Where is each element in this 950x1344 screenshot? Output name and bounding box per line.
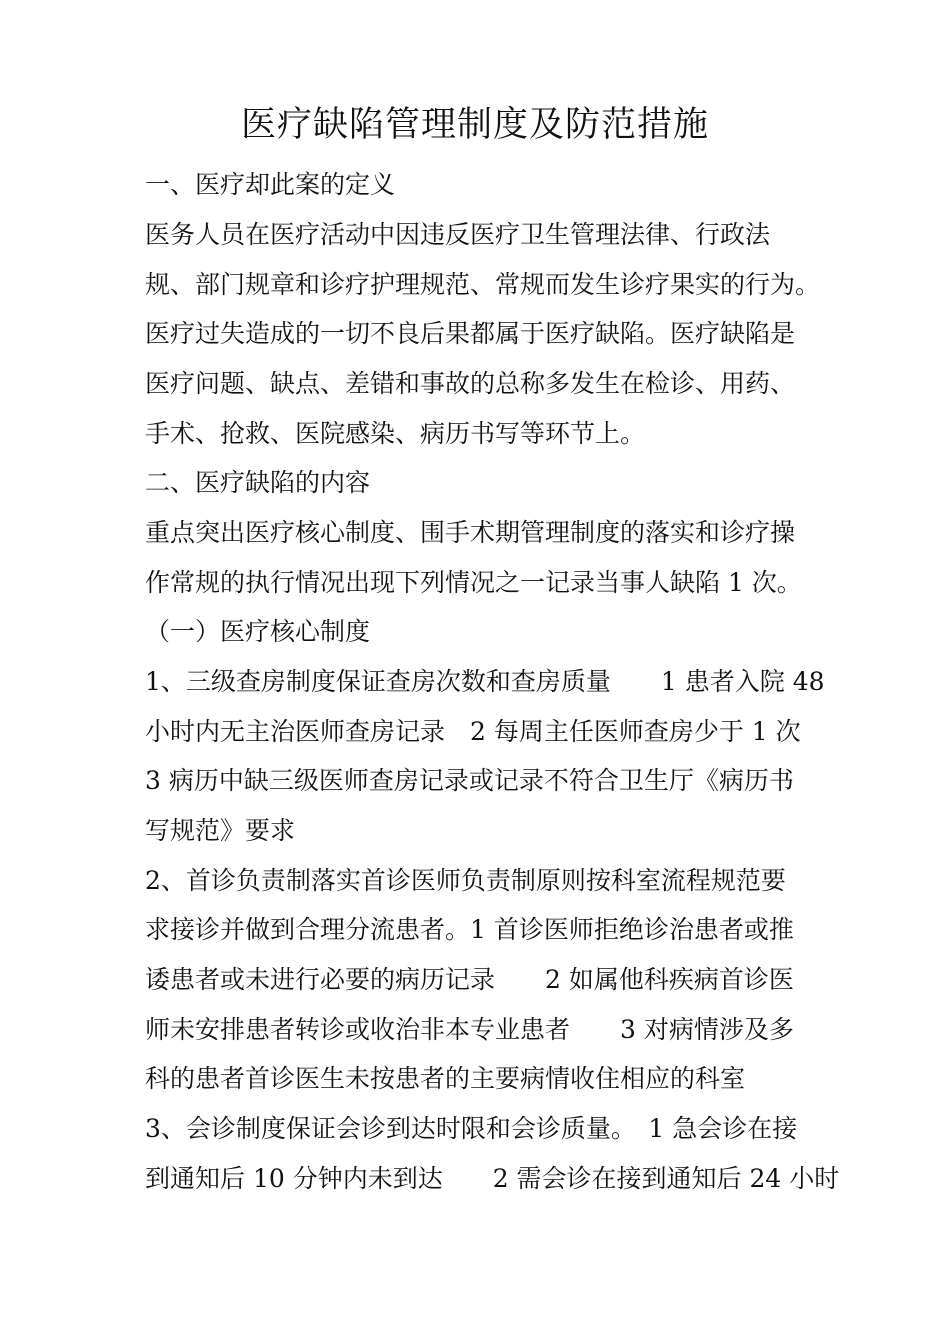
paragraph-line: 1、三级查房制度保证查房次数和查房质量 1 患者入院 48 — [145, 667, 825, 696]
paragraph-line: 3 病历中缺三级医师查房记录或记录不符合卫生厅《病历书 — [145, 766, 794, 795]
paragraph-line: 医疗过失造成的一切不良后果都属于医疗缺陷。医疗缺陷是 — [145, 319, 796, 348]
paragraph-line: 求接诊并做到合理分流患者。1 首诊医师拒绝诊治患者或推 — [145, 915, 794, 944]
paragraph-line: 小时内无主治医师查房记录 2 每周主任医师查房少于 1 次 — [145, 717, 801, 746]
document-title: 医疗缺陷管理制度及防范措施 — [240, 105, 709, 145]
paragraph-line: 规、部门规章和诊疗护理规范、常规而发生诊疗果实的行为。 — [145, 270, 821, 299]
paragraph-line: 重点突出医疗核心制度、围手术期管理制度的落实和诊疗操 — [145, 518, 796, 547]
paragraph-line: 手术、抢救、医院感染、病历书写等环节上。 — [145, 419, 646, 448]
paragraph-line: 作常规的执行情况出现下列情况之一记录当事人缺陷 1 次。 — [145, 568, 802, 597]
paragraph-line: 到通知后 10 分钟内未到达 2 需会诊在接到通知后 24 小时 — [145, 1164, 840, 1193]
paragraph-line: 2、首诊负责制落实首诊医师负责制原则按科室流程规范要 — [145, 866, 786, 895]
paragraph-line: 写规范》要求 — [145, 816, 296, 845]
paragraph-line: 科的患者首诊医生未按患者的主要病情收住相应的科室 — [145, 1064, 746, 1093]
paragraph-line: 3、会诊制度保证会诊到达时限和会诊质量。 1 急会诊在接 — [145, 1114, 798, 1143]
paragraph-line: 师未安排患者转诊或收治非本专业患者 3 对病情涉及多 — [145, 1015, 794, 1044]
subsection-heading: （一）医疗核心制度 — [145, 617, 371, 646]
paragraph-line: 诿患者或未进行必要的病历记录 2 如属他科疾病首诊医 — [145, 965, 794, 994]
paragraph-line: 医疗问题、缺点、差错和事故的总称多发生在检诊、用药、 — [145, 369, 796, 398]
paragraph-line: 医务人员在医疗活动中因违反医疗卫生管理法律、行政法 — [145, 220, 771, 249]
section-heading-1: 一、医疗却此案的定义 — [145, 170, 396, 199]
section-heading-2: 二、医疗缺陷的内容 — [145, 468, 371, 497]
